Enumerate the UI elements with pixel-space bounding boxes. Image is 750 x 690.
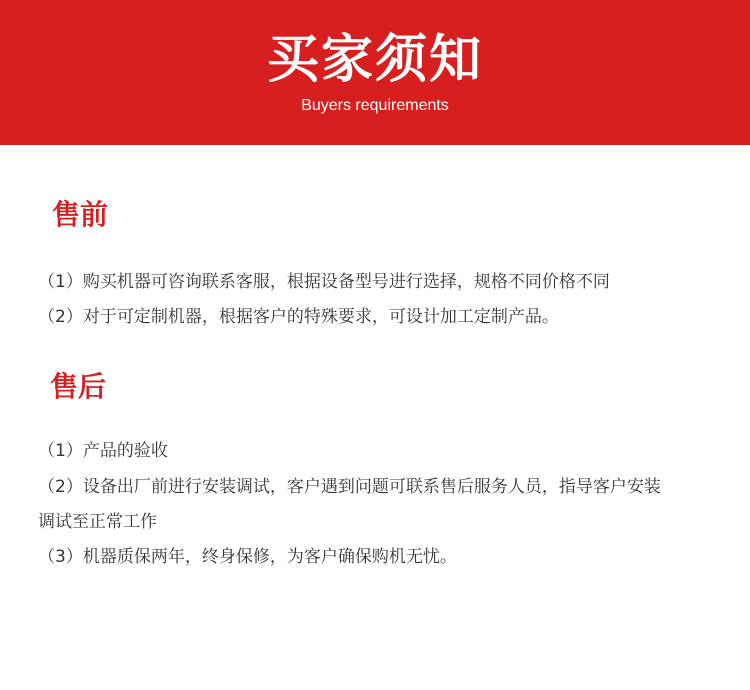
after-sale-title: 售后 bbox=[50, 370, 107, 403]
after-sale-item: 调试至正常工作 bbox=[38, 512, 157, 532]
page-subtitle: Buyers requirements bbox=[301, 97, 449, 114]
page-title: 买家须知 bbox=[266, 30, 483, 90]
pre-sale-item: （2）对于可定制机器，根据客户的特殊要求，可设计加工定制产品。 bbox=[38, 307, 559, 327]
pre-sale-item: （1）购买机器可咨询联系客服，根据设备型号进行选择，规格不同价格不同 bbox=[38, 272, 610, 292]
pre-sale-title: 售前 bbox=[52, 198, 109, 231]
header-banner bbox=[0, 0, 750, 145]
after-sale-item: （1）产品的验收 bbox=[38, 441, 168, 461]
after-sale-item: （2）设备出厂前进行安装调试，客户遇到问题可联系售后服务人员，指导客户安装 bbox=[38, 477, 661, 497]
after-sale-item: （3）机器质保两年，终身保修，为客户确保购机无忧。 bbox=[38, 547, 457, 567]
